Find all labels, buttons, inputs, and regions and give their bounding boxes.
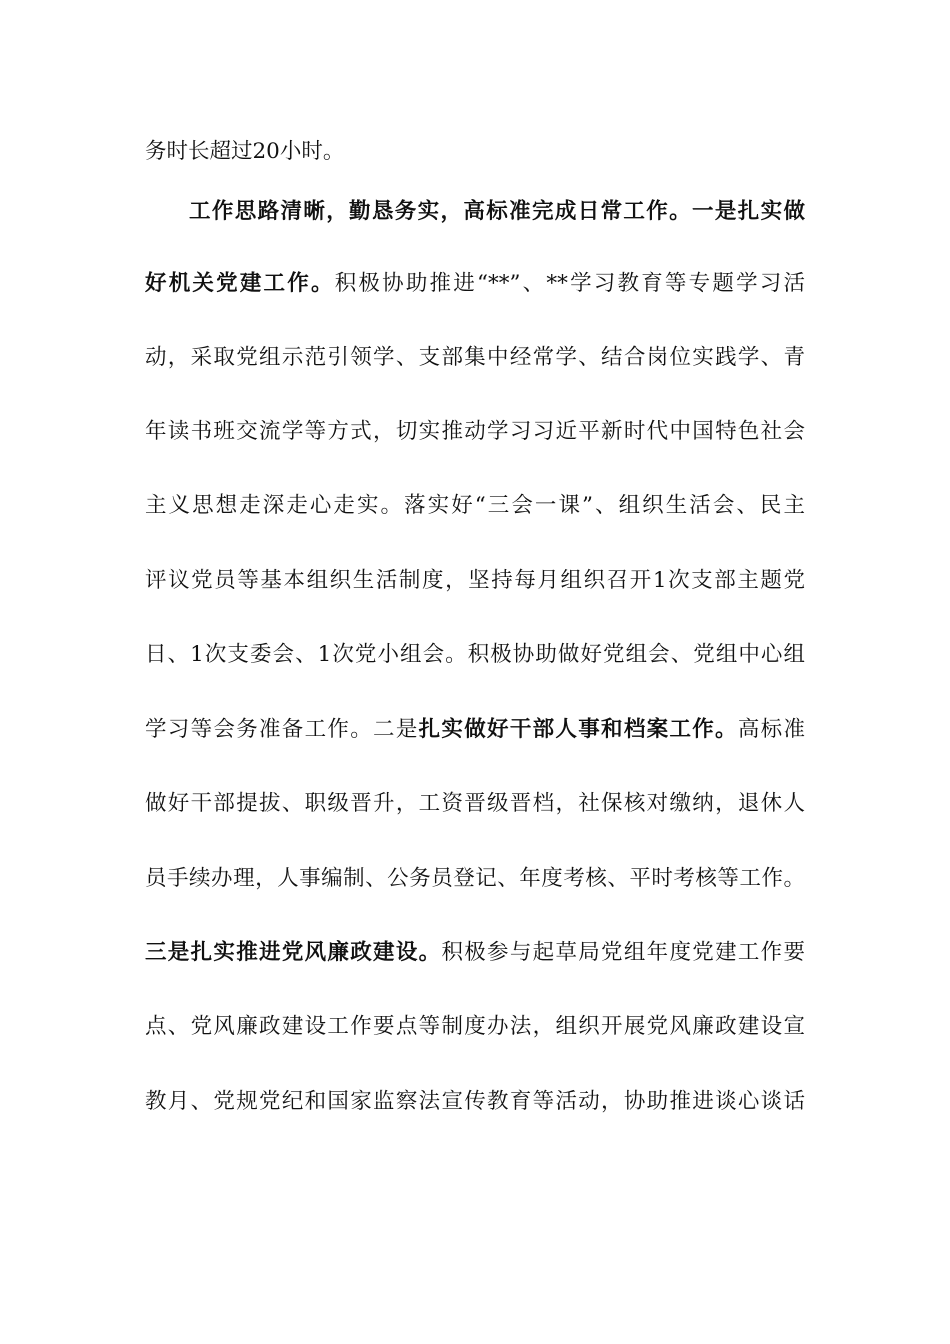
text-segment: 评议党员等基本组织生活制度，坚持每月组织召开1次支部主题党 <box>145 568 805 593</box>
text-line-11 <box>145 863 805 895</box>
text-segment: 积极参与起草局党组年度党建工作要 <box>441 940 805 965</box>
text-segment: 日、1次支委会、1次党小组会。积极协助做好党组会、党组中心组 <box>145 642 805 667</box>
text-segment: 做好干部提拔、职级晋升，工资晋级晋档，社保核对缴纳，退休人 <box>145 791 805 816</box>
text-segment-bold: 好机关党建工作。 <box>145 271 335 296</box>
text-line-8 <box>145 639 805 671</box>
text-line-14 <box>145 1086 805 1118</box>
text-segment: 动，采取党组示范引领学、支部集中经常学、结合岗位实践学、青 <box>145 345 805 370</box>
text-line-6 <box>145 490 805 522</box>
text-segment: 点、党风廉政建设工作要点等制度办法，组织开展党风廉政建设宣 <box>145 1014 805 1039</box>
text-segment: 教月、党规党纪和国家监察法宣传教育等活动，协助推进谈心谈话 <box>145 1089 805 1114</box>
text-line-5 <box>145 416 805 448</box>
text-segment-bold: 扎实做好干部人事和档案工作。 <box>418 717 738 742</box>
text-line-13 <box>145 1011 805 1043</box>
text-line-12 <box>145 937 805 969</box>
text-line-3 <box>145 268 805 300</box>
text-line-1 <box>145 136 805 168</box>
text-segment: 积极协助推进“**”、**学习教育等专题学习活 <box>334 271 805 296</box>
text-line-7 <box>145 565 805 597</box>
text-segment: 务时长超过20小时。 <box>145 139 345 164</box>
text-line-10 <box>145 788 805 820</box>
paragraph-heading-line <box>189 196 805 228</box>
text-segment-bold: 工作思路清晰，勤恳务实，高标准完成日常工作。一是扎实做 <box>189 199 805 224</box>
text-segment: 年读书班交流学等方式，切实推动学习习近平新时代中国特色社会 <box>145 419 805 444</box>
text-segment: 学习等会务准备工作。二是 <box>145 717 419 742</box>
text-segment: 主义思想走深走心走实。落实好“三会一课”、组织生活会、民主 <box>145 493 805 518</box>
text-line-4 <box>145 342 805 374</box>
text-line-9 <box>145 714 805 746</box>
text-segment: 员手续办理，人事编制、公务员登记、年度考核、平时考核等工作。 <box>145 866 805 891</box>
text-segment: 高标准 <box>737 717 805 742</box>
text-segment-bold: 三是扎实推进党风廉政建设。 <box>145 940 442 965</box>
